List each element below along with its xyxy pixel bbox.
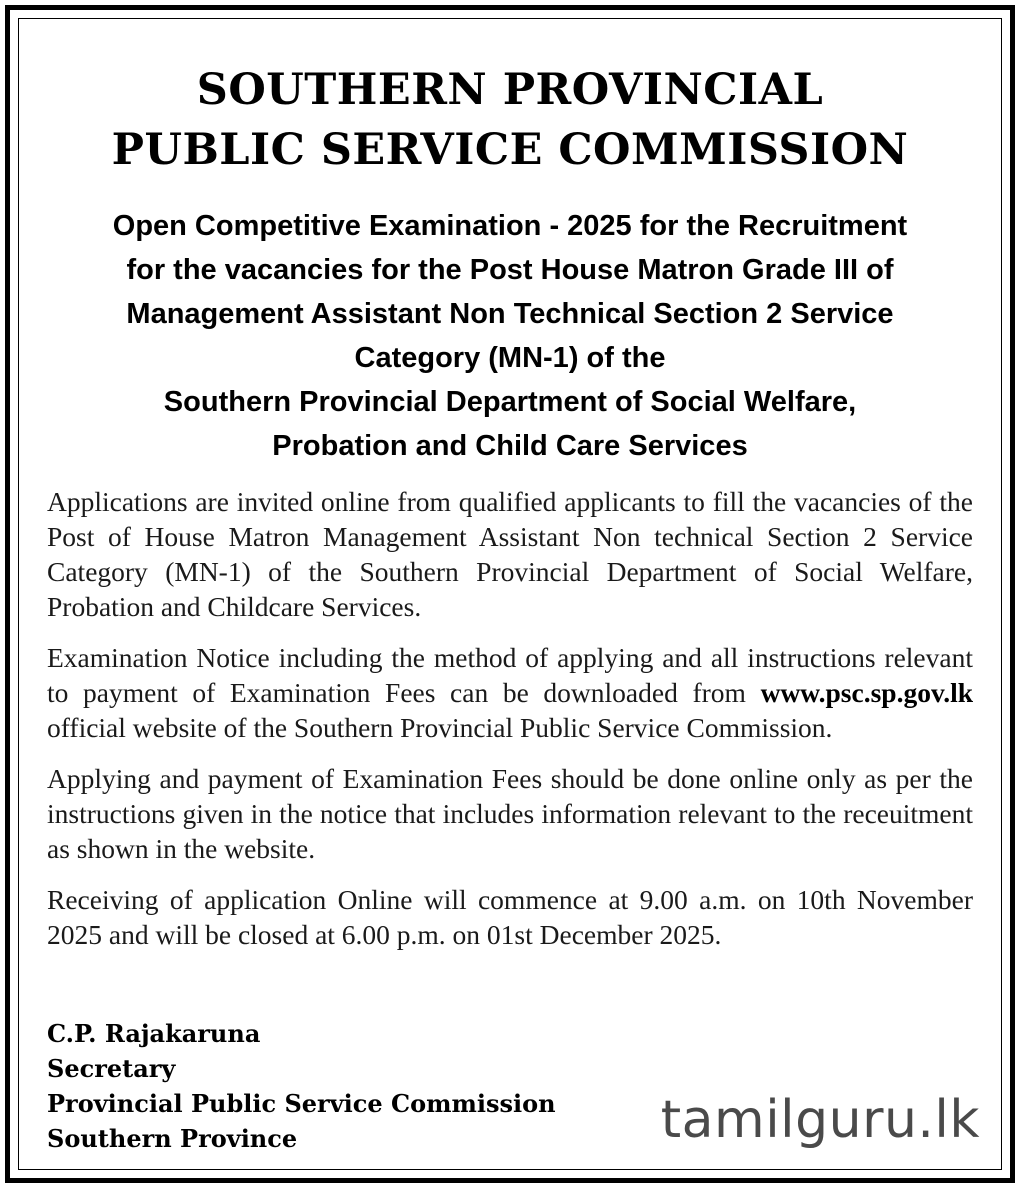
watermark: tamilguru.lk: [660, 1090, 980, 1150]
signatory-region: Southern Province: [47, 1124, 298, 1153]
signatory-name: C.P. Rajakaruna: [47, 1019, 261, 1048]
paragraph-dates: Receiving of application Online will commence at 9.00 a.m. on 10th November 2025 and will be closed at 6.00 p.m. on 01st December 2025.: [47, 884, 973, 950]
signature-block: [47, 1016, 556, 1156]
website-link[interactable]: www.psc.sp.gov.lk: [760, 677, 974, 708]
page-title: [10, 60, 1010, 180]
paragraph-2-text-b: official website of the Southern Provincial Public Service Commission.: [47, 712, 833, 743]
title-line-1: SOUTHERN PROVINCIAL: [196, 65, 824, 115]
signatory-org: Provincial Public Service Commission: [47, 1089, 556, 1118]
subtitle-line-2: for the vacancies for the Post House Matron Grade III of: [126, 254, 894, 286]
signatory-title: Secretary: [47, 1054, 176, 1083]
notice-subtitle: [30, 204, 990, 468]
subtitle-line-4: Category (MN-1) of the: [354, 342, 666, 374]
notice-body: [47, 484, 973, 968]
subtitle-line-5: Southern Provincial Department of Social Welfare,: [163, 386, 857, 418]
subtitle-line-3: Management Assistant Non Technical Section 2 Service: [126, 298, 894, 330]
subtitle-line-1: Open Competitive Examination - 2025 for the Recruitment: [112, 210, 908, 242]
paragraph-payment: Applying and payment of Examination Fees should be done online only as per the instructions given in the notice that includes information relevant to the receuitment as shown in the website.: [47, 763, 973, 864]
title-line-2: PUBLIC SERVICE COMMISSION: [111, 125, 909, 175]
paragraph-applications: Applications are invited online from qualified applicants to fill the vacancies of the Post of House Matron Management Assistant Non technical Section 2 Service Category (MN-1) of the Southern Provincial Department of Social Welfare, Probation and Childcare Services.: [47, 486, 973, 622]
notice-frame: [5, 5, 1015, 1183]
paragraph-2-text-a: Examination Notice including the method of applying and all instructions relevant to payment of Examination Fees can be downloaded from: [47, 642, 973, 708]
subtitle-line-6: Probation and Child Care Services: [272, 430, 748, 462]
paragraph-examination-notice: [47, 640, 973, 745]
